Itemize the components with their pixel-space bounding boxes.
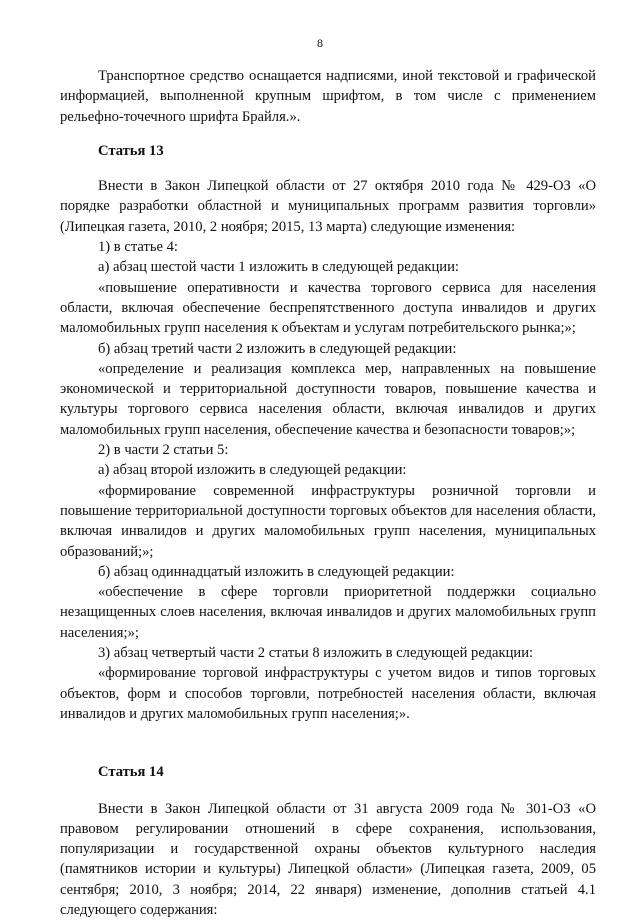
article-13-paragraph: «определение и реализация комплекса мер, направленных на повышение экономической и территориальной доступности товаров, повышение качества и культуры торгового сервиса населения области, включая инвалидов и других маломобильных групп населения, обеспечение качества и безопасности товаров;»;	[60, 359, 596, 440]
article-13-paragraph: б) абзац третий части 2 изложить в следующей редакции:	[60, 339, 596, 359]
article-13-heading: Статья 13	[60, 141, 596, 161]
document-body	[60, 66, 596, 920]
article-13-paragraph: а) абзац шестой части 1 изложить в следующей редакции:	[60, 257, 596, 277]
article-13-paragraph: б) абзац одиннадцатый изложить в следующей редакции:	[60, 562, 596, 582]
article-14-body	[60, 799, 596, 920]
page-number: 8	[0, 36, 640, 51]
spacer	[60, 724, 596, 762]
article-13-body	[60, 176, 596, 724]
article-13-paragraph: 3) абзац четвертый части 2 статьи 8 изложить в следующей редакции:	[60, 643, 596, 663]
spacer	[60, 783, 596, 799]
article-13-paragraph: 2) в части 2 статьи 5:	[60, 440, 596, 460]
article-13-paragraph: «формирование торговой инфраструктуры с учетом видов и типов торговых объектов, форм и способов торговли, потребностей населения области, включая инвалидов и других маломобильных групп населения;».	[60, 663, 596, 724]
article-13-paragraph: 1) в статье 4:	[60, 237, 596, 257]
article-14-paragraph: Внести в Закон Липецкой области от 31 августа 2009 года № 301-ОЗ «О правовом регулировании отношений в сфере сохранения, использования, популяризации и государственной охраны объектов культурного наследия (памятников истории и культуры) Липецкой области» (Липецкая газета, 2009, 05 сентября; 2010, 3 ноября; 2014, 22 января) изменение, дополнив статьей 4.1 следующего содержания:	[60, 799, 596, 920]
article-13-paragraph: «формирование современной инфраструктуры розничной торговли и повышение территориальной доступности торговых объектов для населения области, включая инвалидов и других маломобильных групп населения, муниципальных образований;»;	[60, 481, 596, 562]
article-13-paragraph: Внести в Закон Липецкой области от 27 октября 2010 года № 429-ОЗ «О порядке разработки областной и муниципальных программ развития торговли» (Липецкая газета, 2010, 2 ноября; 2015, 13 марта) следующие изменения:	[60, 176, 596, 237]
article-13-paragraph: а) абзац второй изложить в следующей редакции:	[60, 460, 596, 480]
spacer	[60, 127, 596, 141]
article-14-heading: Статья 14	[60, 762, 596, 782]
article-13-paragraph: «обеспечение в сфере торговли приоритетной поддержки социально незащищенных слоев населения, включая инвалидов и других маломобильных групп населения;»;	[60, 582, 596, 643]
intro-paragraph: Транспортное средство оснащается надписями, иной текстовой и графической информацией, выполненной крупным шрифтом, в том числе с применением рельефно-точечного шрифта Брайля.».	[60, 66, 596, 127]
article-13-paragraph: «повышение оперативности и качества торгового сервиса для населения области, включая обеспечение беспрепятственного доступа инвалидов и других маломобильных групп населения к объектам и услугам потребительского рынка;»;	[60, 278, 596, 339]
spacer	[60, 161, 596, 176]
